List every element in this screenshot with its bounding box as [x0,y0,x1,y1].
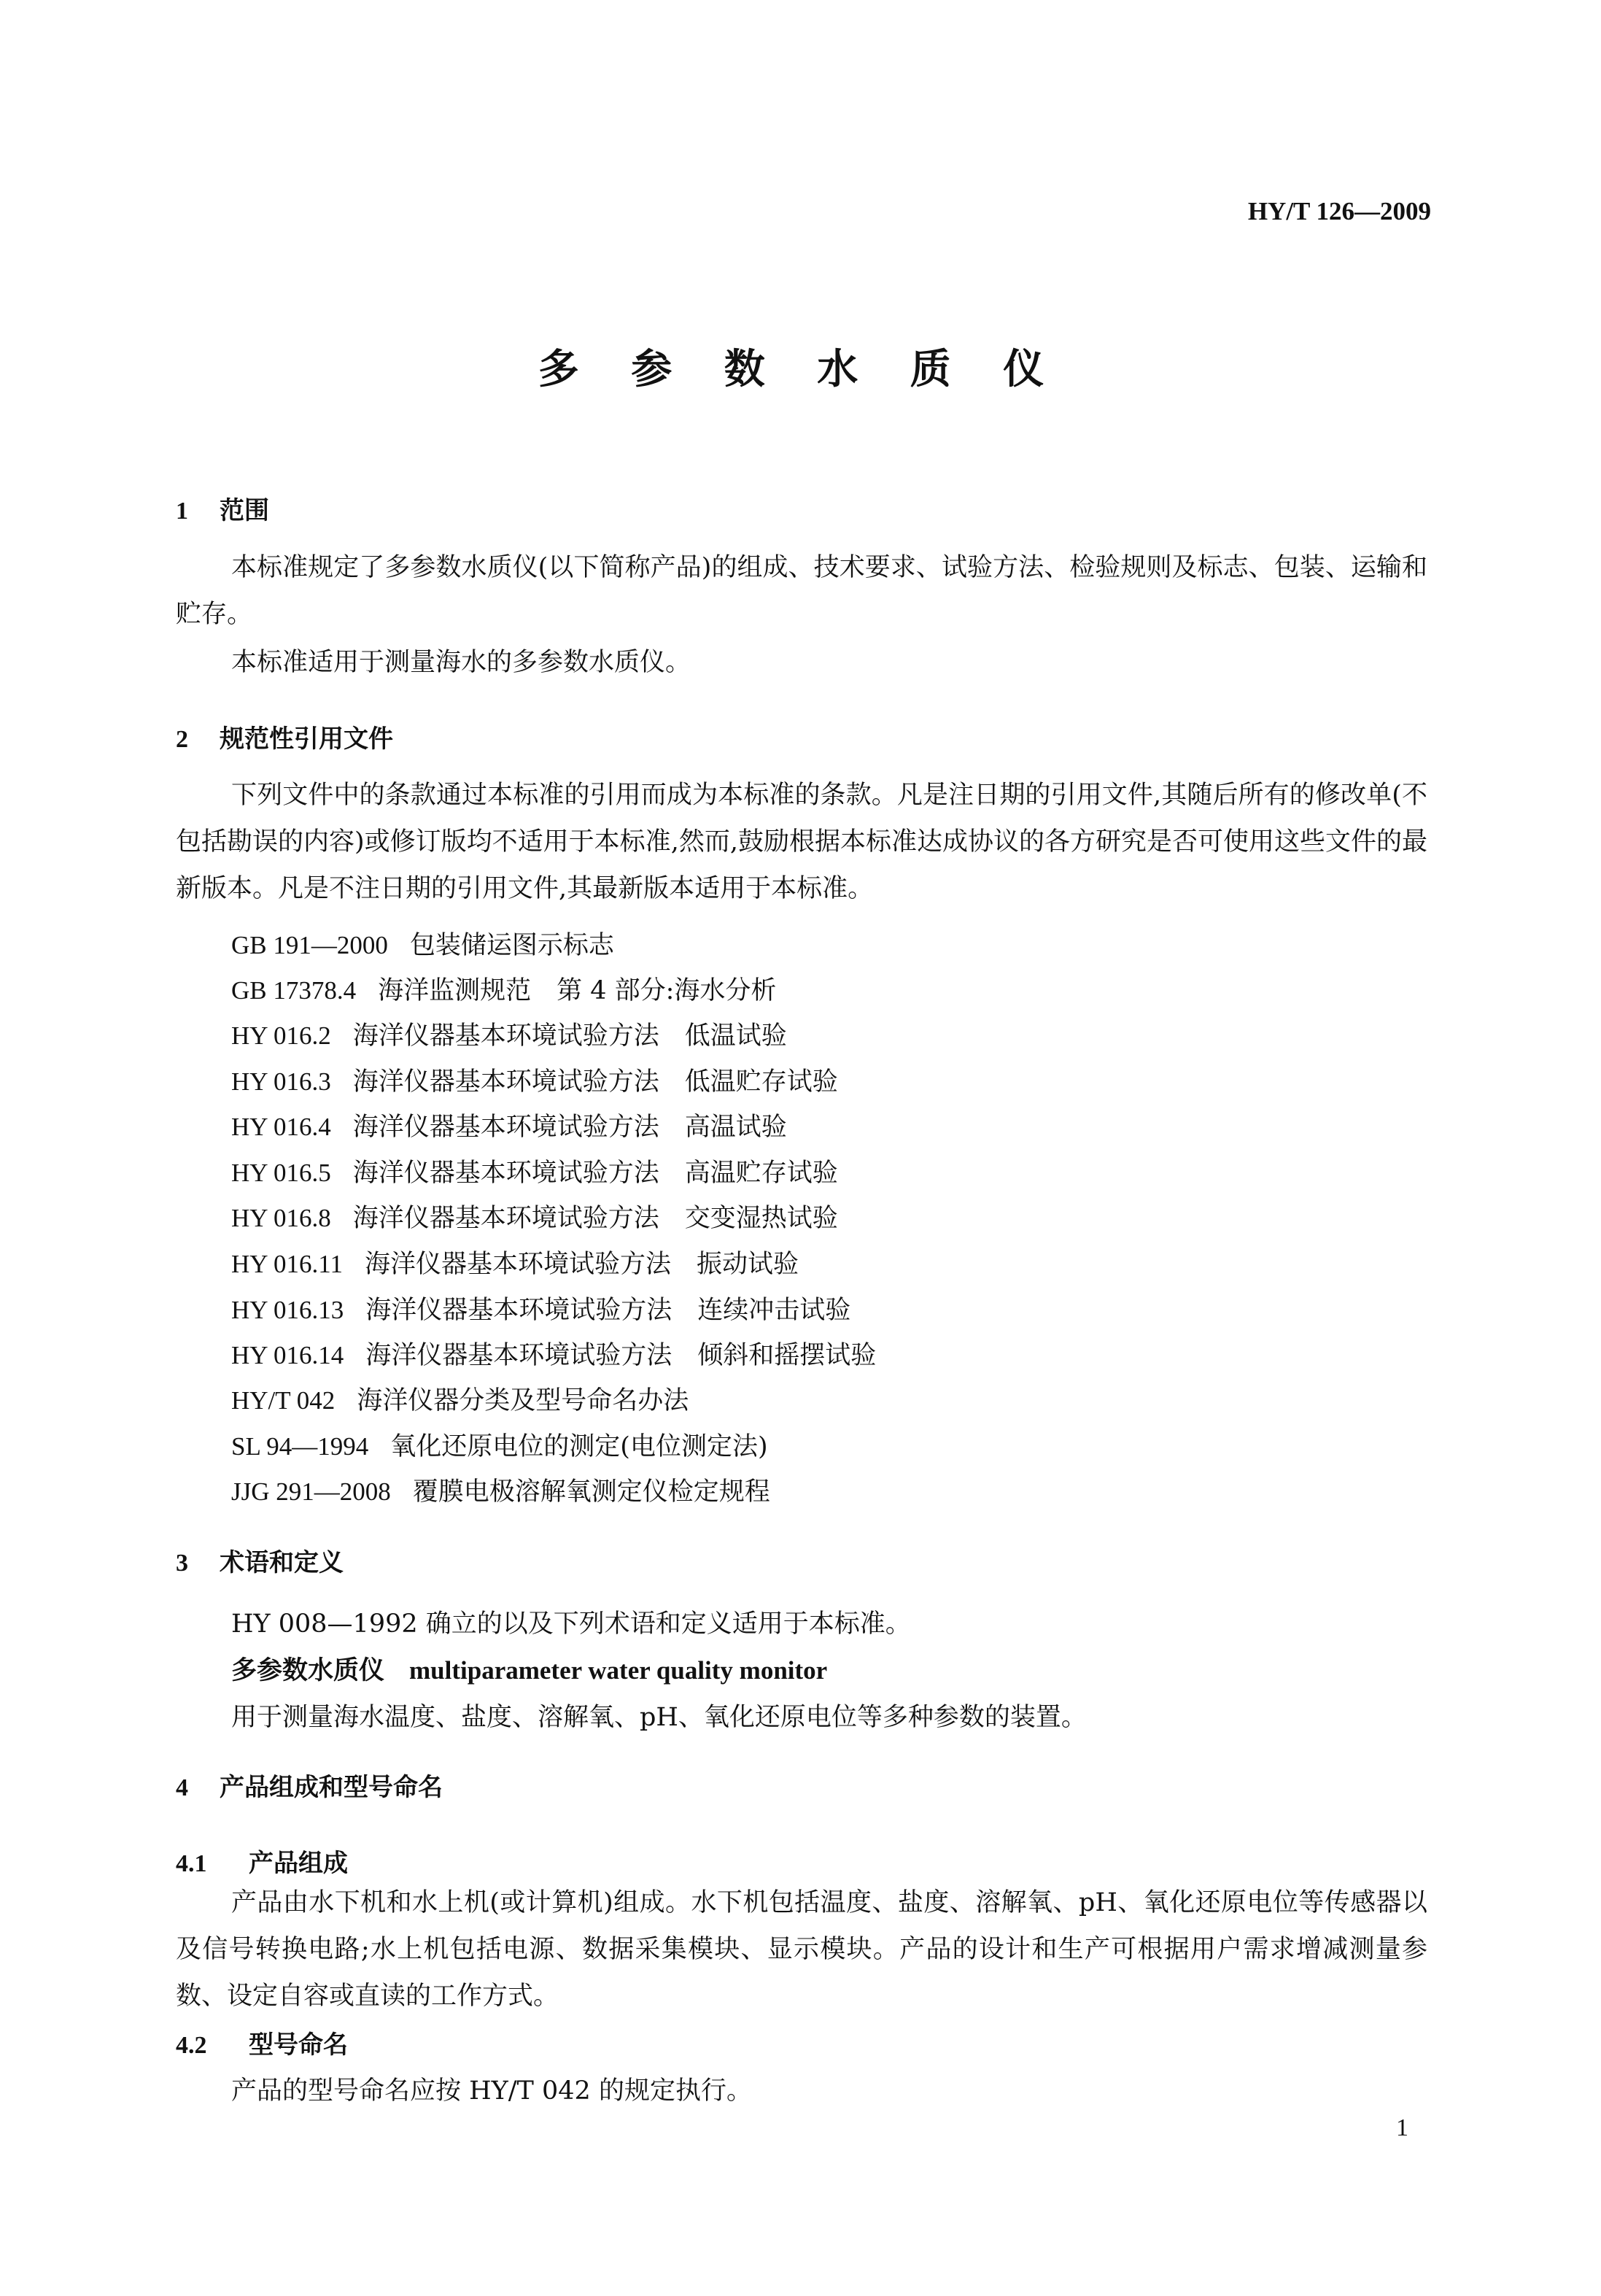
subsection-number: 4.1 [176,1850,207,1877]
subsection-title: 型号命名 [249,2030,348,2060]
reference-title: 海洋仪器基本环境试验方法 低温试验 [352,1021,787,1051]
reference-item [231,1198,838,1234]
reference-title: 海洋仪器基本环境试验方法 倾斜和摇摆试验 [365,1341,877,1370]
section-title: 产品组成和型号命名 [220,1773,443,1802]
section-number: 2 [176,726,188,753]
paragraph: 本标准适用于测量海水的多参数水质仪。 [231,648,691,677]
section-number: 3 [176,1550,188,1577]
reference-item [231,1335,876,1372]
subsection-title: 产品组成 [249,1849,348,1878]
reference-title: 海洋仪器基本环境试验方法 高温贮存试验 [352,1159,838,1188]
section-heading [176,1767,443,1803]
page-title: 多 参 数 水 质 仪 [538,346,1063,393]
reference-title: 海洋仪器基本环境试验方法 低温贮存试验 [352,1067,838,1097]
paragraph: 产品由水下机和水上机(或计算机)组成。水下机包括温度、盐度、溶解氧、pH、氧化还原电位等传感器以及信号转换电路;水上机包括电源、数据采集模块、显示模块。产品的设计和生产可根据用户需求增减测量参数、设定自容或直读的工作方式。 [176,1888,1427,2011]
reference-item [231,1244,799,1280]
page-number: 1 [1396,2114,1408,2141]
reference-item [231,1107,787,1143]
reference-code: HY 016.14 [231,1341,344,1369]
reference-title: 覆膜电极溶解氧测定仪检定规程 [412,1477,770,1507]
reference-title: 海洋仪器基本环境试验方法 交变湿热试验 [352,1204,838,1233]
reference-code: JJG 291—2008 [231,1477,391,1506]
reference-title: 包装储运图示标志 [409,931,614,960]
section-heading [176,490,269,526]
reference-item [231,1426,768,1463]
reference-code: GB 17378.4 [231,976,357,1005]
reference-item [231,1472,770,1508]
section-title: 术语和定义 [220,1548,344,1577]
reference-code: GB 191—2000 [231,931,388,959]
reference-item [231,1380,689,1417]
reference-item [231,1290,850,1326]
reference-item [231,1153,838,1189]
paragraph: 产品的型号命名应按 HY/T 042 的规定执行。 [231,2076,752,2106]
reference-code: HY 016.4 [231,1113,331,1141]
reference-title: 海洋仪器基本环境试验方法 振动试验 [364,1250,799,1279]
reference-code: HY 016.3 [231,1067,331,1096]
section-number: 4 [176,1774,188,1801]
reference-code: SL 94—1994 [231,1432,369,1461]
subsection-heading [176,2025,348,2060]
reference-code: HY 016.2 [231,1021,331,1050]
section-number: 1 [176,498,188,525]
subsection-number: 4.2 [176,2032,207,2059]
reference-item [231,1062,838,1098]
reference-code: HY 016.11 [231,1250,343,1278]
reference-item [231,970,776,1007]
reference-title: 氧化还原电位的测定(电位测定法) [390,1432,768,1461]
term-english: multiparameter water quality monitor [409,1656,828,1685]
section-heading [176,719,393,754]
reference-title: 海洋仪器分类及型号命名办法 [357,1386,689,1415]
term-chinese: 多参数水质仪 [231,1656,385,1685]
reference-code: HY/T 042 [231,1386,336,1415]
term-entry [231,1650,827,1687]
reference-code: HY 016.8 [231,1204,331,1232]
definitions-intro: HY 008—1992 确立的以及下列术语和定义适用于本标准。 [231,1609,911,1639]
section-title: 范围 [220,496,269,525]
term-definition: 用于测量海水温度、盐度、溶解氧、pH、氧化还原电位等多种参数的装置。 [231,1703,1087,1732]
reference-code: HY 016.5 [231,1159,331,1187]
reference-title: 海洋仪器基本环境试验方法 高温试验 [352,1113,787,1142]
section-title: 规范性引用文件 [220,724,393,754]
subsection-heading [176,1843,348,1879]
paragraph: 下列文件中的条款通过本标准的引用而成为本标准的条款。凡是注日期的引用文件,其随后所有的修改单(不包括勘误的内容)或修订版均不适用于本标准,然而,鼓励根据本标准达成协议的各方研究是否可使用这些文件的最新版本。凡是不注日期的引用文件,其最新版本适用于本标准。 [176,781,1427,903]
section-heading [176,1542,344,1578]
document-code: HY/T 126—2009 [1247,197,1431,225]
reference-item [231,1016,787,1052]
paragraph: 本标准规定了多参数水质仪(以下简称产品)的组成、技术要求、试验方法、检验规则及标志、包装、运输和贮存。 [176,553,1427,629]
reference-item [231,925,614,962]
reference-title: 海洋监测规范 第 4 部分:海水分析 [378,976,777,1005]
reference-code: HY 016.13 [231,1296,344,1324]
reference-title: 海洋仪器基本环境试验方法 连续冲击试验 [365,1296,851,1325]
